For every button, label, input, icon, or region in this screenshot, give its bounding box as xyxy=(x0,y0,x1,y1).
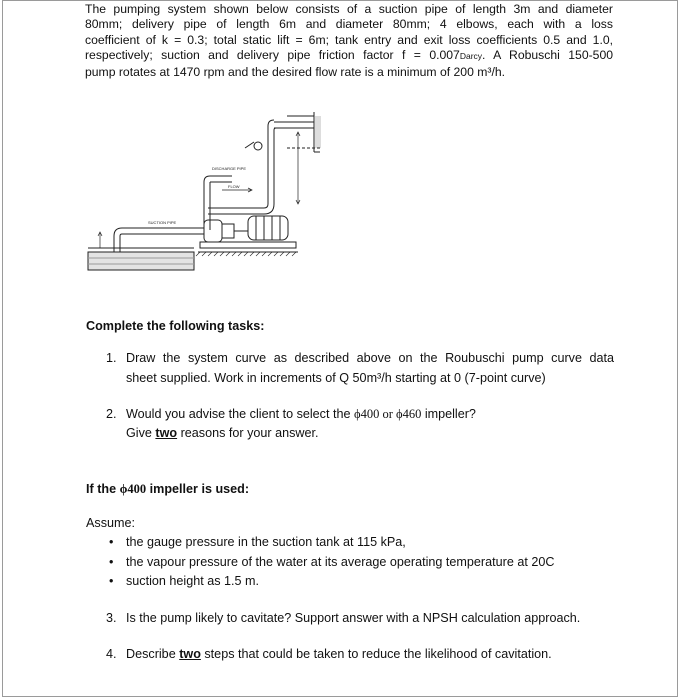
task-4-number: 4. xyxy=(106,647,117,661)
intro-line-2: 80mm; delivery pipe of length 6m and diameter 80mm; 4 elbows, each with a loss xyxy=(85,17,613,32)
task-3-text: Is the pump likely to cavitate? Support answer with a NPSH calculation approach. xyxy=(126,611,581,625)
flow-label: FLOW xyxy=(228,184,240,189)
pumping-system-diagram xyxy=(82,104,322,274)
task-2-number: 2. xyxy=(106,407,117,421)
task-2-line-1: Would you advise the client to select the ϕ400 or ϕ460 impeller? xyxy=(126,407,476,421)
problem-statement xyxy=(85,2,613,80)
assume-label: Assume: xyxy=(86,516,135,530)
suction-pipe-label: SUCTION PIPE xyxy=(148,220,177,225)
task-1-number: 1. xyxy=(106,351,117,365)
task-2-line-2: Give two reasons for your answer. xyxy=(126,426,319,440)
discharge-pipe-label: DISCHARGE PIPE xyxy=(212,166,247,171)
task-3-number: 3. xyxy=(106,611,117,625)
intro-line-3: coefficient of k = 0.3; total static lift = 6m; tank entry and exit loss coefficients 0.5 and 1.0, xyxy=(85,32,613,47)
impeller-heading: If the ϕ400 impeller is used: xyxy=(86,482,250,496)
task-1-line-2: sheet supplied. Work in increments of Q 50m³/h starting at 0 (7-point curve) xyxy=(126,371,546,385)
intro-line-1: The pumping system shown below consists of a suction pipe of length 3m and diameter xyxy=(85,2,613,16)
tasks-heading: Complete the following tasks: xyxy=(86,319,265,333)
intro-line-5: pump rotates at 1470 rpm and the desired flow rate is a minimum of 200 m³/h. xyxy=(85,64,505,79)
task-1-line-1: Draw the system curve as described above on the Roubuschi pump curve data xyxy=(126,351,614,365)
task-4-text: Describe two steps that could be taken to reduce the likelihood of cavitation. xyxy=(126,647,552,661)
intro-line-4: respectively; suction and delivery pipe friction factor f = 0.007Darcy. A Robuschi 150-500 xyxy=(85,48,613,63)
